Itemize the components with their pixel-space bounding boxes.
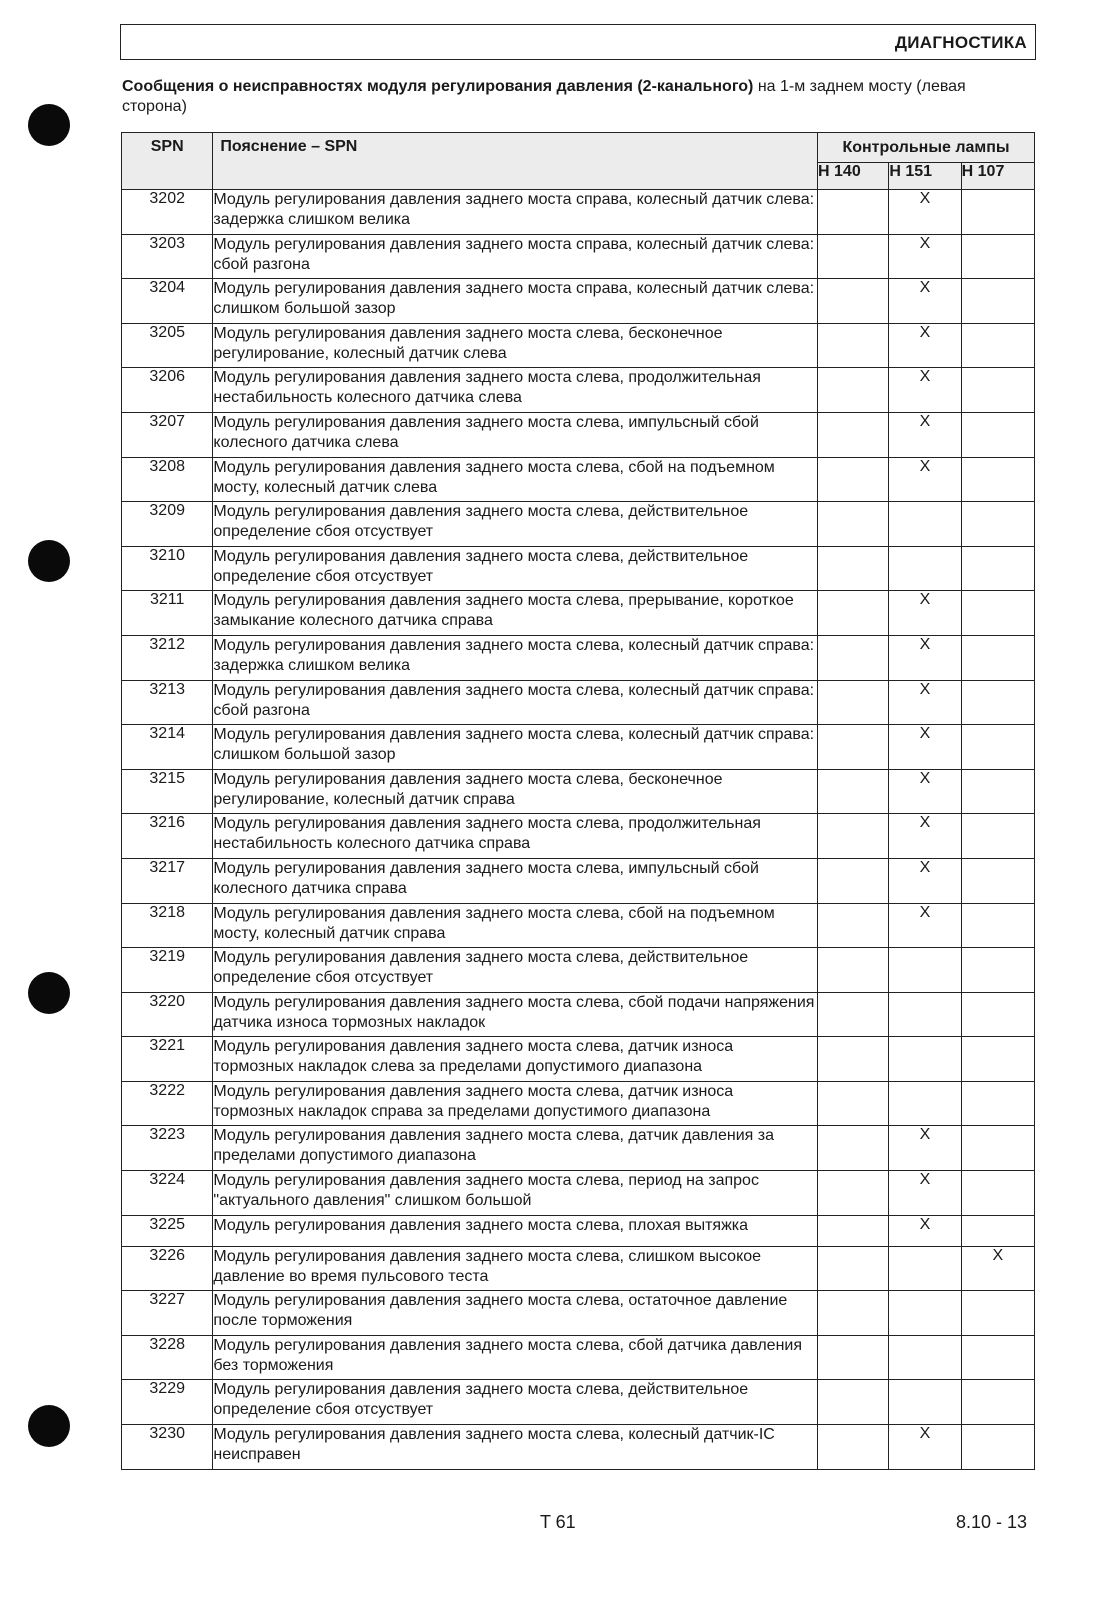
description-cell: Модуль регулирования давления заднего моста слева, продолжительная нестабильность колесного датчика слева	[213, 368, 818, 413]
footer-page-code: T 61	[540, 1512, 576, 1532]
spn-cell: 3223	[122, 1126, 213, 1171]
spn-cell: 3228	[122, 1335, 213, 1380]
table-row	[122, 591, 1035, 636]
spn-cell: 3210	[122, 546, 213, 591]
lamp-h140-cell	[818, 1215, 889, 1246]
punch-hole	[28, 972, 70, 1014]
lamp-h151-cell	[889, 992, 961, 1037]
lamp-h151-cell: X	[889, 769, 961, 814]
lamp-h140-cell	[818, 1081, 889, 1126]
lamp-h151-cell	[889, 1246, 961, 1291]
table-row	[122, 1380, 1035, 1425]
lamp-h151-cell: X	[889, 234, 961, 279]
lamp-h140-cell	[818, 234, 889, 279]
lamp-h151-cell: X	[889, 858, 961, 903]
spn-cell: 3226	[122, 1246, 213, 1291]
description-cell: Модуль регулирования давления заднего моста слева, колесный датчик-IC неисправен	[213, 1425, 818, 1470]
lamp-h107-cell	[961, 1380, 1034, 1425]
table-row	[122, 1037, 1035, 1082]
lamp-h151-cell: X	[889, 680, 961, 725]
spn-cell: 3205	[122, 323, 213, 368]
spn-cell: 3224	[122, 1171, 213, 1216]
description-cell: Модуль регулирования давления заднего моста слева, сбой на подъемном мосту, колесный датчик слева	[213, 457, 818, 502]
table-row	[122, 1126, 1035, 1171]
lamp-h151-cell: X	[889, 725, 961, 770]
description-cell: Модуль регулирования давления заднего моста слева, период на запрос "актуального давления" слишком большой	[213, 1171, 818, 1216]
lamp-h151-cell	[889, 1335, 961, 1380]
lamp-h140-cell	[818, 1037, 889, 1082]
spn-cell: 3220	[122, 992, 213, 1037]
lamp-h107-cell	[961, 858, 1034, 903]
spn-cell: 3218	[122, 903, 213, 948]
spn-cell: 3217	[122, 858, 213, 903]
description-cell: Модуль регулирования давления заднего моста слева, действительное определение сбоя отсуствует	[213, 948, 818, 993]
lamp-h140-cell	[818, 1425, 889, 1470]
lamp-h151-cell: X	[889, 323, 961, 368]
col-header-h151: H 151	[889, 163, 961, 190]
lamp-h140-cell	[818, 948, 889, 993]
lamp-h151-cell	[889, 1380, 961, 1425]
description-cell: Модуль регулирования давления заднего моста слева, импульсный сбой колесного датчика слева	[213, 412, 818, 457]
lamp-h140-cell	[818, 680, 889, 725]
table-row	[122, 546, 1035, 591]
lamp-h107-cell	[961, 635, 1034, 680]
lamp-h107-cell	[961, 725, 1034, 770]
description-cell: Модуль регулирования давления заднего моста слева, действительное определение сбоя отсуствует	[213, 546, 818, 591]
lamp-h140-cell	[818, 1380, 889, 1425]
lamp-h151-cell	[889, 948, 961, 993]
col-header-spn: SPN	[122, 133, 213, 190]
lamp-h107-cell	[961, 992, 1034, 1037]
lamp-h107-cell	[961, 190, 1034, 235]
table-row	[122, 323, 1035, 368]
lamp-h140-cell	[818, 1171, 889, 1216]
lamp-h107-cell	[961, 1171, 1034, 1216]
lamp-h151-cell: X	[889, 814, 961, 859]
col-header-h140: H 140	[818, 163, 889, 190]
lamp-h151-cell: X	[889, 457, 961, 502]
description-cell: Модуль регулирования давления заднего моста слева, остаточное давление после торможения	[213, 1291, 818, 1336]
lamp-h107-cell	[961, 1126, 1034, 1171]
spn-cell: 3211	[122, 591, 213, 636]
lamp-h151-cell: X	[889, 412, 961, 457]
lamp-h140-cell	[818, 190, 889, 235]
description-cell: Модуль регулирования давления заднего моста слева, датчик давления за пределами допустимого диапазона	[213, 1126, 818, 1171]
lamp-h151-cell: X	[889, 279, 961, 324]
description-cell: Модуль регулирования давления заднего моста слева, сбой датчика давления без торможения	[213, 1335, 818, 1380]
col-header-h107: H 107	[961, 163, 1034, 190]
lamp-h107-cell	[961, 1037, 1034, 1082]
lamp-h151-cell: X	[889, 1126, 961, 1171]
lamp-h151-cell: X	[889, 591, 961, 636]
lamp-h140-cell	[818, 546, 889, 591]
table-row	[122, 502, 1035, 547]
lamp-h140-cell	[818, 992, 889, 1037]
description-cell: Модуль регулирования давления заднего моста слева, действительное определение сбоя отсуствует	[213, 502, 818, 547]
description-cell: Модуль регулирования давления заднего моста слева, прерывание, короткое замыкание колесного датчика справа	[213, 591, 818, 636]
section-title-bold: Сообщения о неисправностях модуля регулирования давления (2-канального)	[122, 78, 754, 95]
lamp-h107-cell	[961, 279, 1034, 324]
lamp-h107-cell	[961, 546, 1034, 591]
lamp-h107-cell	[961, 814, 1034, 859]
lamp-h140-cell	[818, 725, 889, 770]
description-cell: Модуль регулирования давления заднего моста слева, плохая вытяжка	[213, 1215, 818, 1246]
description-cell: Модуль регулирования давления заднего моста слева, бесконечное регулирование, колесный датчик слева	[213, 323, 818, 368]
lamp-h151-cell	[889, 502, 961, 547]
spn-cell: 3219	[122, 948, 213, 993]
lamp-h107-cell	[961, 1081, 1034, 1126]
spn-cell: 3227	[122, 1291, 213, 1336]
description-cell: Модуль регулирования давления заднего моста слева, колесный датчик справа: слишком большой зазор	[213, 725, 818, 770]
spn-cell: 3203	[122, 234, 213, 279]
table-row	[122, 903, 1035, 948]
table-row	[122, 1335, 1035, 1380]
spn-cell: 3204	[122, 279, 213, 324]
description-cell: Модуль регулирования давления заднего моста слева, сбой подачи напряжения датчика износа тормозных накладок	[213, 992, 818, 1037]
table-row	[122, 457, 1035, 502]
table-row	[122, 1171, 1035, 1216]
lamp-h151-cell: X	[889, 368, 961, 413]
lamp-h140-cell	[818, 1246, 889, 1291]
description-cell: Модуль регулирования давления заднего моста справа, колесный датчик слева: сбой разгона	[213, 234, 818, 279]
lamp-h140-cell	[818, 1291, 889, 1336]
spn-cell: 3222	[122, 1081, 213, 1126]
spn-cell: 3230	[122, 1425, 213, 1470]
lamp-h140-cell	[818, 591, 889, 636]
lamp-h140-cell	[818, 1335, 889, 1380]
spn-cell: 3213	[122, 680, 213, 725]
col-header-lamps: Контрольные лампы	[818, 133, 1035, 163]
spn-cell: 3209	[122, 502, 213, 547]
table-row	[122, 858, 1035, 903]
lamp-h140-cell	[818, 858, 889, 903]
spn-cell: 3202	[122, 190, 213, 235]
lamp-h107-cell	[961, 1425, 1034, 1470]
lamp-h151-cell: X	[889, 190, 961, 235]
table-row	[122, 368, 1035, 413]
lamp-h107-cell	[961, 680, 1034, 725]
lamp-h107-cell	[961, 323, 1034, 368]
spn-cell: 3229	[122, 1380, 213, 1425]
spn-cell: 3215	[122, 769, 213, 814]
lamp-h107-cell	[961, 1291, 1034, 1336]
lamp-h151-cell	[889, 1081, 961, 1126]
table-row	[122, 948, 1035, 993]
spn-cell: 3207	[122, 412, 213, 457]
table-row	[122, 279, 1035, 324]
lamp-h151-cell	[889, 546, 961, 591]
lamp-h140-cell	[818, 635, 889, 680]
lamp-h140-cell	[818, 457, 889, 502]
header-title: ДИАГНОСТИКА	[894, 33, 1027, 52]
page-header	[120, 24, 1036, 60]
table-row	[122, 190, 1035, 235]
lamp-h140-cell	[818, 412, 889, 457]
table-row	[122, 412, 1035, 457]
punch-hole	[28, 540, 70, 582]
lamp-h107-cell	[961, 234, 1034, 279]
spn-cell: 3221	[122, 1037, 213, 1082]
lamp-h140-cell	[818, 1126, 889, 1171]
section-title-normal: на 1-м заднем мосту (левая сторона)	[122, 78, 966, 115]
lamp-h107-cell	[961, 368, 1034, 413]
table-row	[122, 769, 1035, 814]
table-row	[122, 234, 1035, 279]
description-cell: Модуль регулирования давления заднего моста слева, слишком высокое давление во время пульсового теста	[213, 1246, 818, 1291]
description-cell: Модуль регулирования давления заднего моста слева, колесный датчик справа: задержка слишком велика	[213, 635, 818, 680]
description-cell: Модуль регулирования давления заднего моста слева, продолжительная нестабильность колесного датчика справа	[213, 814, 818, 859]
lamp-h151-cell: X	[889, 1425, 961, 1470]
lamp-h140-cell	[818, 323, 889, 368]
section-title	[122, 77, 1022, 117]
description-cell: Модуль регулирования давления заднего моста слева, датчик износа тормозных накладок слева за пределами допустимого диапазона	[213, 1037, 818, 1082]
table-row	[122, 1246, 1035, 1291]
lamp-h107-cell	[961, 948, 1034, 993]
col-header-description: Пояснение – SPN	[213, 133, 818, 190]
table-row	[122, 1291, 1035, 1336]
lamp-h151-cell	[889, 1037, 961, 1082]
lamp-h107-cell	[961, 903, 1034, 948]
table-row	[122, 1081, 1035, 1126]
lamp-h107-cell	[961, 502, 1034, 547]
lamp-h107-cell: X	[961, 1246, 1034, 1291]
table-row	[122, 992, 1035, 1037]
table-row	[122, 814, 1035, 859]
description-cell: Модуль регулирования давления заднего моста слева, сбой на подъемном мосту, колесный датчик справа	[213, 903, 818, 948]
lamp-h107-cell	[961, 457, 1034, 502]
description-cell: Модуль регулирования давления заднего моста слева, датчик износа тормозных накладок справа за пределами допустимого диапазона	[213, 1081, 818, 1126]
lamp-h140-cell	[818, 279, 889, 324]
spn-table	[121, 132, 1035, 1470]
description-cell: Модуль регулирования давления заднего моста слева, бесконечное регулирование, колесный датчик справа	[213, 769, 818, 814]
description-cell: Модуль регулирования давления заднего моста слева, импульсный сбой колесного датчика справа	[213, 858, 818, 903]
lamp-h140-cell	[818, 368, 889, 413]
spn-cell: 3225	[122, 1215, 213, 1246]
table-row	[122, 635, 1035, 680]
lamp-h151-cell: X	[889, 1171, 961, 1216]
spn-cell: 3216	[122, 814, 213, 859]
table-row	[122, 1425, 1035, 1470]
lamp-h107-cell	[961, 412, 1034, 457]
table-row	[122, 680, 1035, 725]
lamp-h151-cell: X	[889, 1215, 961, 1246]
lamp-h107-cell	[961, 1215, 1034, 1246]
lamp-h140-cell	[818, 814, 889, 859]
description-cell: Модуль регулирования давления заднего моста справа, колесный датчик слева: слишком большой зазор	[213, 279, 818, 324]
description-cell: Модуль регулирования давления заднего моста слева, колесный датчик справа: сбой разгона	[213, 680, 818, 725]
punch-hole	[28, 104, 70, 146]
spn-cell: 3214	[122, 725, 213, 770]
footer-page-number: 8.10 - 13	[956, 1512, 1028, 1532]
lamp-h151-cell: X	[889, 635, 961, 680]
lamp-h151-cell	[889, 1291, 961, 1336]
lamp-h107-cell	[961, 591, 1034, 636]
table-row	[122, 1215, 1035, 1246]
lamp-h107-cell	[961, 1335, 1034, 1380]
spn-cell: 3212	[122, 635, 213, 680]
table-row	[122, 725, 1035, 770]
description-cell: Модуль регулирования давления заднего моста справа, колесный датчик слева: задержка слишком велика	[213, 190, 818, 235]
spn-cell: 3208	[122, 457, 213, 502]
lamp-h140-cell	[818, 903, 889, 948]
lamp-h107-cell	[961, 769, 1034, 814]
spn-cell: 3206	[122, 368, 213, 413]
punch-hole	[28, 1405, 70, 1447]
lamp-h151-cell: X	[889, 903, 961, 948]
description-cell: Модуль регулирования давления заднего моста слева, действительное определение сбоя отсуствует	[213, 1380, 818, 1425]
lamp-h140-cell	[818, 502, 889, 547]
lamp-h140-cell	[818, 769, 889, 814]
